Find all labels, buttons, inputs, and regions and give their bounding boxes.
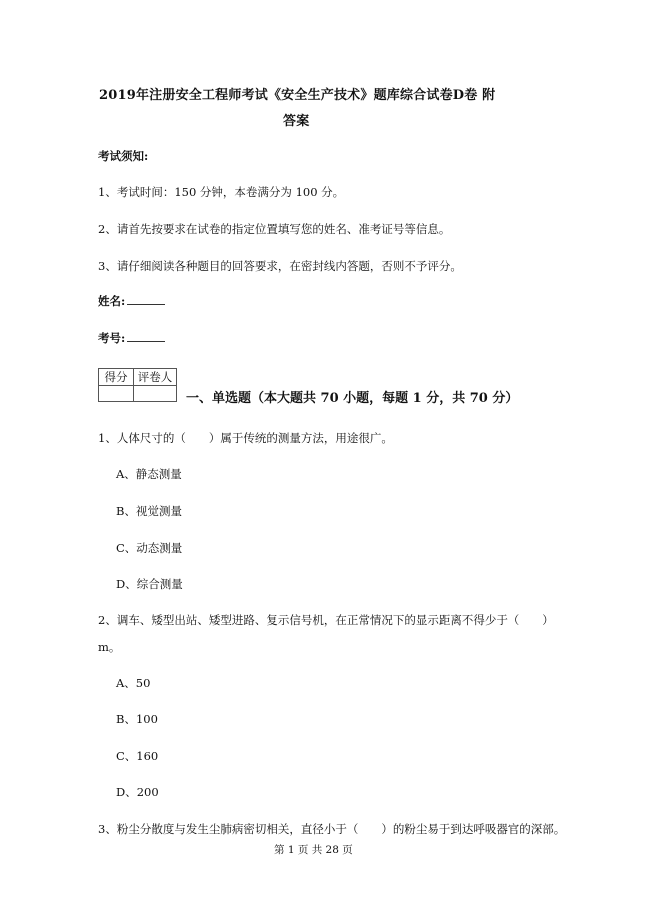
- name-label: 姓名:: [98, 294, 126, 308]
- option-item: C、动态测量: [116, 541, 183, 555]
- option-item: D、综合测量: [116, 577, 183, 591]
- name-blank[interactable]: [127, 293, 165, 305]
- grader-cell[interactable]: [134, 386, 177, 402]
- option-item: C、160: [116, 749, 159, 763]
- title-line-1: 2019年注册安全工程师考试《安全生产技术》题库综合试卷D卷 附: [99, 88, 496, 103]
- title-line-2: 答案: [283, 114, 310, 129]
- score-table: [98, 368, 177, 402]
- notice-item: 3、请仔细阅读各种题目的回答要求，在密封线内答题，否则不予评分。: [98, 259, 462, 273]
- id-label: 考号:: [98, 331, 126, 345]
- option-item: B、视觉测量: [116, 504, 182, 518]
- question-stem: 1、人体尺寸的（ ）属于传统的测量方法，用途很广。: [98, 431, 393, 445]
- name-field: [98, 293, 165, 309]
- option-item: A、50: [116, 676, 151, 690]
- question-stem: 2、调车、矮型出站、矮型进路、复示信号机，在正常情况下的显示距离不得少于（ ）: [98, 613, 554, 627]
- page-footer: 第 1 页 共 28 页: [274, 844, 353, 856]
- id-blank[interactable]: [127, 330, 165, 342]
- grader-header: 评卷人: [134, 369, 177, 386]
- score-header: 得分: [99, 369, 134, 386]
- option-item: D、200: [116, 785, 159, 799]
- id-field: [98, 330, 165, 346]
- question-stem: 3、粉尘分散度与发生尘肺病密切相关，直径小于（ ）的粉尘易于到达呼吸器官的深部。: [98, 822, 566, 836]
- option-item: B、100: [116, 712, 158, 726]
- notice-item: 2、请首先按要求在试卷的指定位置填写您的姓名、准考证号等信息。: [98, 222, 451, 236]
- score-cell[interactable]: [99, 386, 134, 402]
- notice-item: 1、考试时间：150 分钟，本卷满分为 100 分。: [98, 185, 345, 199]
- question-stem-continuation: m。: [98, 640, 121, 654]
- notice-heading: 考试须知:: [98, 149, 149, 163]
- section-title: 一、单选题（本大题共 70 小题，每题 1 分，共 70 分）: [186, 391, 519, 406]
- option-item: A、静态测量: [116, 467, 182, 481]
